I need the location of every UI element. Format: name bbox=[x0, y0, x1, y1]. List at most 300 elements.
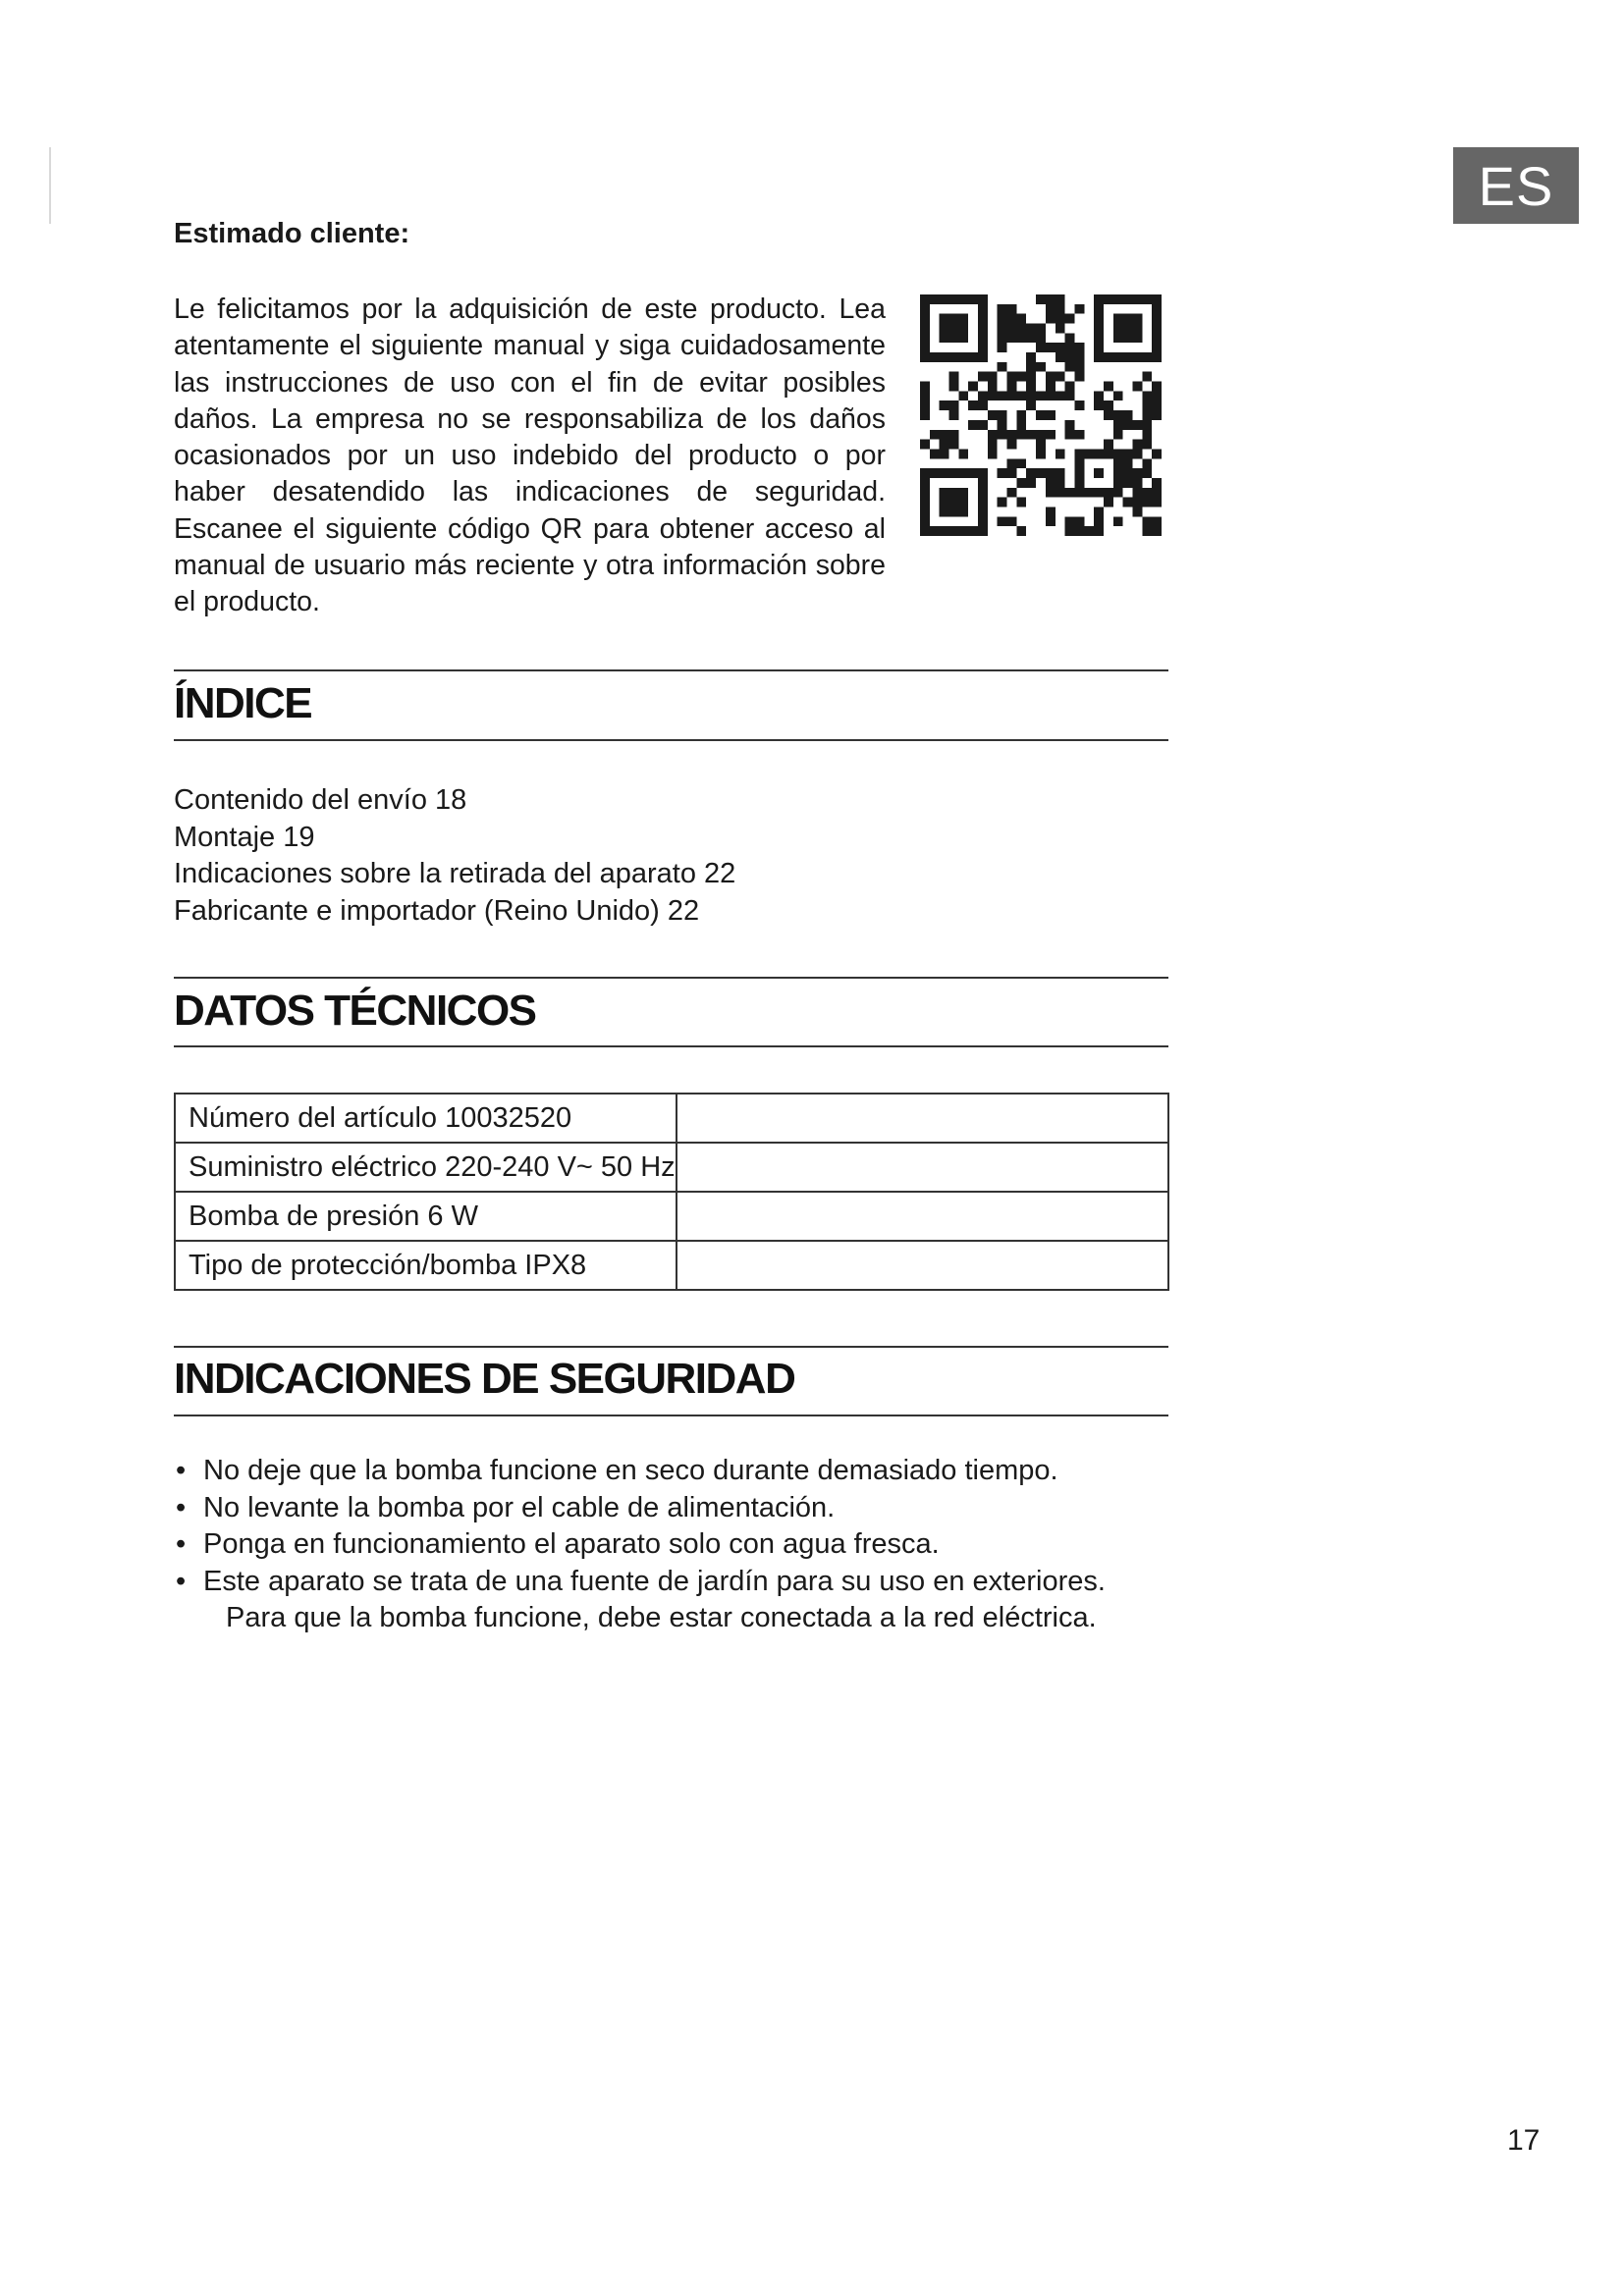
qr-module bbox=[1065, 516, 1075, 526]
qr-module bbox=[1113, 294, 1123, 304]
qr-module bbox=[949, 324, 959, 334]
qr-module bbox=[920, 516, 930, 526]
margin-line bbox=[49, 147, 51, 224]
qr-module bbox=[1016, 410, 1026, 420]
tech-title: DATOS TÉCNICOS bbox=[174, 987, 536, 1035]
qr-module bbox=[1094, 304, 1104, 314]
qr-module bbox=[958, 391, 968, 400]
index-item: Fabricante e importador (Reino Unido) 22 bbox=[174, 894, 700, 927]
list-item bbox=[174, 1564, 1106, 1637]
qr-module bbox=[1132, 294, 1142, 304]
qr-module bbox=[1152, 314, 1162, 324]
table-row bbox=[175, 1241, 1168, 1290]
qr-module bbox=[998, 430, 1007, 440]
qr-module bbox=[1065, 488, 1075, 498]
qr-module bbox=[920, 343, 930, 352]
qr-module bbox=[978, 468, 988, 478]
qr-module bbox=[949, 468, 959, 478]
qr-module bbox=[1113, 516, 1123, 526]
qr-module bbox=[978, 400, 988, 410]
qr-module bbox=[1046, 468, 1056, 478]
qr-module bbox=[998, 498, 1007, 507]
qr-module bbox=[1132, 498, 1142, 507]
qr-module bbox=[1074, 468, 1084, 478]
spec-empty-cell bbox=[677, 1094, 1168, 1143]
qr-module bbox=[1036, 294, 1046, 304]
qr-module bbox=[1007, 372, 1017, 382]
qr-module bbox=[940, 449, 949, 458]
qr-module bbox=[1113, 478, 1123, 488]
tech-specs-table bbox=[174, 1093, 1169, 1291]
section-rule bbox=[174, 1415, 1168, 1416]
qr-module bbox=[1152, 488, 1162, 498]
qr-module bbox=[1142, 458, 1152, 468]
qr-module bbox=[1007, 430, 1017, 440]
qr-module bbox=[949, 507, 959, 516]
qr-module bbox=[1065, 343, 1075, 352]
qr-module bbox=[1142, 410, 1152, 420]
qr-module bbox=[1007, 391, 1017, 400]
qr-module bbox=[949, 333, 959, 343]
qr-module bbox=[1007, 314, 1017, 324]
qr-module bbox=[1123, 352, 1133, 362]
qr-module bbox=[1056, 294, 1065, 304]
qr-module bbox=[998, 410, 1007, 420]
qr-module bbox=[1113, 314, 1123, 324]
qr-module bbox=[1016, 314, 1026, 324]
qr-module bbox=[1123, 498, 1133, 507]
qr-module bbox=[978, 478, 988, 488]
qr-module bbox=[1142, 430, 1152, 440]
qr-module bbox=[978, 516, 988, 526]
qr-module bbox=[998, 468, 1007, 478]
qr-module bbox=[930, 468, 940, 478]
qr-module bbox=[958, 324, 968, 334]
qr-module bbox=[1046, 294, 1056, 304]
qr-module bbox=[978, 498, 988, 507]
qr-module bbox=[978, 352, 988, 362]
qr-module bbox=[958, 449, 968, 458]
qr-module bbox=[1036, 430, 1046, 440]
safety-title: INDICACIONES DE SEGURIDAD bbox=[174, 1355, 795, 1403]
intro-paragraph: Le felicitamos por la adquisición de este producto. Lea atentamente el siguiente manual y siga cuidadosamente las instrucciones de uso con el fin de evitar posibles daños. La empresa no se responsabiliza de los daños ocasionados por un uso indebido del producto o por haber desatendido las indicaciones de seguridad. Escanee el siguiente código QR para obtener acceso al manual de usuario más reciente y otra información sobre el producto. bbox=[174, 294, 886, 618]
qr-module bbox=[1056, 391, 1065, 400]
qr-module bbox=[998, 362, 1007, 372]
qr-module bbox=[1094, 526, 1104, 536]
qr-module bbox=[1026, 468, 1036, 478]
table-row bbox=[175, 1143, 1168, 1192]
qr-module bbox=[920, 324, 930, 334]
qr-module bbox=[1065, 526, 1075, 536]
qr-module bbox=[958, 294, 968, 304]
qr-module bbox=[1123, 420, 1133, 430]
qr-module bbox=[1074, 430, 1084, 440]
qr-module bbox=[1056, 478, 1065, 488]
qr-module bbox=[1074, 400, 1084, 410]
qr-module bbox=[1074, 362, 1084, 372]
qr-module bbox=[998, 304, 1007, 314]
bullet-icon: • bbox=[176, 1491, 187, 1523]
qr-module bbox=[920, 526, 930, 536]
qr-module bbox=[978, 391, 988, 400]
qr-module bbox=[1142, 372, 1152, 382]
qr-module bbox=[920, 400, 930, 410]
qr-module bbox=[1065, 333, 1075, 343]
greeting: Estimado cliente: bbox=[174, 218, 410, 249]
qr-module bbox=[1026, 333, 1036, 343]
qr-module bbox=[998, 343, 1007, 352]
qr-module bbox=[1094, 324, 1104, 334]
qr-module bbox=[1016, 430, 1026, 440]
qr-module bbox=[940, 526, 949, 536]
qr-module bbox=[1074, 343, 1084, 352]
qr-module bbox=[1016, 372, 1026, 382]
qr-module bbox=[1036, 362, 1046, 372]
qr-module bbox=[949, 400, 959, 410]
qr-module bbox=[940, 498, 949, 507]
qr-module bbox=[1056, 449, 1065, 458]
page-number: 17 bbox=[1507, 2124, 1541, 2157]
qr-module bbox=[1016, 498, 1026, 507]
qr-module bbox=[1152, 391, 1162, 400]
qr-module bbox=[930, 352, 940, 362]
qr-module bbox=[1016, 526, 1026, 536]
qr-module bbox=[1056, 468, 1065, 478]
qr-module bbox=[998, 391, 1007, 400]
qr-module bbox=[1152, 400, 1162, 410]
qr-module bbox=[940, 314, 949, 324]
qr-module bbox=[1123, 468, 1133, 478]
qr-module bbox=[949, 430, 959, 440]
qr-module bbox=[1094, 391, 1104, 400]
qr-module bbox=[1142, 498, 1152, 507]
qr-module bbox=[1152, 410, 1162, 420]
qr-module bbox=[1094, 400, 1104, 410]
qr-module bbox=[1094, 488, 1104, 498]
qr-module bbox=[949, 410, 959, 420]
qr-module bbox=[1132, 352, 1142, 362]
qr-module bbox=[968, 352, 978, 362]
qr-module bbox=[968, 382, 978, 392]
qr-module bbox=[988, 410, 998, 420]
qr-module bbox=[1036, 333, 1046, 343]
qr-module bbox=[1046, 478, 1056, 488]
qr-module bbox=[1104, 294, 1113, 304]
qr-module bbox=[1007, 488, 1017, 498]
qr-module bbox=[940, 324, 949, 334]
qr-module bbox=[968, 468, 978, 478]
qr-module bbox=[1084, 526, 1094, 536]
qr-module bbox=[1036, 391, 1046, 400]
qr-module bbox=[1007, 468, 1017, 478]
qr-module bbox=[1104, 382, 1113, 392]
qr-module bbox=[958, 314, 968, 324]
bullet-icon: • bbox=[176, 1565, 187, 1597]
qr-module bbox=[1113, 468, 1123, 478]
qr-module bbox=[998, 314, 1007, 324]
qr-module bbox=[930, 449, 940, 458]
qr-module bbox=[968, 294, 978, 304]
safety-text: No deje que la bomba funcione en seco durante demasiado tiempo. bbox=[203, 1455, 1058, 1486]
qr-module bbox=[949, 352, 959, 362]
qr-module bbox=[1142, 488, 1152, 498]
qr-module bbox=[1046, 382, 1056, 392]
qr-module bbox=[949, 526, 959, 536]
qr-module bbox=[1056, 372, 1065, 382]
qr-module bbox=[940, 468, 949, 478]
bullet-icon: • bbox=[176, 1455, 187, 1486]
qr-module bbox=[1026, 352, 1036, 362]
qr-module bbox=[1152, 478, 1162, 488]
qr-module bbox=[1007, 458, 1017, 468]
qr-module bbox=[920, 304, 930, 314]
qr-module bbox=[978, 314, 988, 324]
qr-module bbox=[1113, 488, 1123, 498]
qr-module bbox=[988, 449, 998, 458]
qr-module bbox=[1152, 294, 1162, 304]
qr-module bbox=[1132, 478, 1142, 488]
qr-module bbox=[968, 400, 978, 410]
qr-module bbox=[930, 526, 940, 536]
qr-module bbox=[1152, 516, 1162, 526]
qr-module bbox=[1123, 410, 1133, 420]
spec-cell: Número del artículo 10032520 bbox=[175, 1094, 677, 1143]
qr-module bbox=[949, 372, 959, 382]
spec-cell: Bomba de presión 6 W bbox=[175, 1192, 677, 1241]
qr-module bbox=[998, 516, 1007, 526]
section-rule bbox=[174, 1346, 1168, 1348]
qr-module bbox=[920, 352, 930, 362]
qr-module bbox=[1084, 449, 1094, 458]
qr-module bbox=[1113, 430, 1123, 440]
index-item: Montaje 19 bbox=[174, 821, 315, 853]
qr-module bbox=[1132, 468, 1142, 478]
qr-module bbox=[1132, 449, 1142, 458]
qr-module bbox=[1036, 449, 1046, 458]
qr-module bbox=[920, 478, 930, 488]
qr-module bbox=[949, 294, 959, 304]
qr-module bbox=[949, 498, 959, 507]
qr-module bbox=[1152, 333, 1162, 343]
qr-module bbox=[940, 430, 949, 440]
qr-module bbox=[1036, 410, 1046, 420]
qr-module bbox=[920, 488, 930, 498]
qr-module bbox=[1007, 304, 1017, 314]
section-rule bbox=[174, 1045, 1168, 1047]
safety-text: No levante la bomba por el cable de alimentación. bbox=[203, 1491, 836, 1523]
qr-module bbox=[1026, 372, 1036, 382]
qr-module bbox=[1074, 478, 1084, 488]
list-item bbox=[174, 1526, 1106, 1564]
qr-module bbox=[1104, 449, 1113, 458]
qr-module bbox=[1007, 324, 1017, 334]
qr-module bbox=[940, 333, 949, 343]
qr-module bbox=[1113, 449, 1123, 458]
qr-module bbox=[1026, 391, 1036, 400]
qr-module bbox=[1132, 314, 1142, 324]
spec-cell: Tipo de protección/bomba IPX8 bbox=[175, 1241, 677, 1290]
qr-module bbox=[978, 420, 988, 430]
qr-module bbox=[1123, 333, 1133, 343]
qr-module bbox=[1074, 488, 1084, 498]
qr-module bbox=[958, 498, 968, 507]
spec-empty-cell bbox=[677, 1241, 1168, 1290]
qr-module bbox=[1094, 449, 1104, 458]
qr-module bbox=[1132, 440, 1142, 450]
qr-module bbox=[1016, 391, 1026, 400]
qr-module bbox=[1016, 333, 1026, 343]
qr-module bbox=[1046, 516, 1056, 526]
qr-module bbox=[940, 488, 949, 498]
qr-module bbox=[1113, 420, 1123, 430]
qr-module bbox=[978, 294, 988, 304]
qr-module bbox=[1113, 458, 1123, 468]
qr-module bbox=[1123, 314, 1133, 324]
qr-module bbox=[958, 526, 968, 536]
qr-module bbox=[1142, 468, 1152, 478]
section-rule bbox=[174, 669, 1168, 671]
qr-module bbox=[1094, 314, 1104, 324]
qr-module bbox=[978, 304, 988, 314]
qr-module bbox=[1094, 507, 1104, 516]
qr-module bbox=[1074, 352, 1084, 362]
qr-module bbox=[1065, 352, 1075, 362]
qr-module bbox=[1152, 343, 1162, 352]
qr-module bbox=[958, 468, 968, 478]
qr-module bbox=[1123, 478, 1133, 488]
qr-module bbox=[988, 440, 998, 450]
qr-module bbox=[1123, 324, 1133, 334]
qr-module bbox=[1056, 352, 1065, 362]
spec-cell: Suministro eléctrico 220-240 V~ 50 Hz bbox=[175, 1143, 677, 1192]
safety-text: Este aparato se trata de una fuente de jardín para su uso en exteriores. bbox=[203, 1565, 1106, 1597]
qr-module bbox=[1123, 458, 1133, 468]
spec-empty-cell bbox=[677, 1143, 1168, 1192]
qr-module bbox=[1142, 516, 1152, 526]
qr-module bbox=[1132, 507, 1142, 516]
qr-module bbox=[1016, 458, 1026, 468]
qr-module bbox=[1065, 391, 1075, 400]
qr-module bbox=[1152, 304, 1162, 314]
qr-module bbox=[1104, 352, 1113, 362]
spec-empty-cell bbox=[677, 1192, 1168, 1241]
qr-module bbox=[1016, 324, 1026, 334]
section-rule bbox=[174, 977, 1168, 979]
qr-module bbox=[1046, 488, 1056, 498]
qr-module bbox=[988, 391, 998, 400]
qr-module bbox=[1046, 507, 1056, 516]
qr-module bbox=[1152, 449, 1162, 458]
list-item bbox=[174, 1490, 1106, 1527]
table-row bbox=[175, 1094, 1168, 1143]
qr-module bbox=[1074, 526, 1084, 536]
qr-module bbox=[1056, 314, 1065, 324]
qr-module bbox=[988, 430, 998, 440]
qr-module bbox=[1113, 324, 1123, 334]
qr-module bbox=[1065, 314, 1075, 324]
qr-module bbox=[1132, 488, 1142, 498]
qr-module bbox=[1007, 516, 1017, 526]
qr-module bbox=[1007, 382, 1017, 392]
qr-module bbox=[1036, 468, 1046, 478]
qr-module bbox=[1132, 333, 1142, 343]
qr-module bbox=[1123, 294, 1133, 304]
qr-module bbox=[1046, 391, 1056, 400]
qr-module bbox=[920, 382, 930, 392]
qr-module bbox=[920, 507, 930, 516]
qr-module bbox=[958, 507, 968, 516]
qr-module bbox=[1104, 440, 1113, 450]
qr-module bbox=[988, 382, 998, 392]
qr-module bbox=[920, 294, 930, 304]
qr-module bbox=[998, 420, 1007, 430]
qr-module bbox=[1142, 420, 1152, 430]
qr-module bbox=[1074, 458, 1084, 468]
qr-module bbox=[1065, 362, 1075, 372]
qr-module bbox=[1046, 314, 1056, 324]
qr-module bbox=[920, 498, 930, 507]
qr-module bbox=[1152, 324, 1162, 334]
qr-module bbox=[1142, 400, 1152, 410]
index-title: ÍNDICE bbox=[174, 679, 312, 727]
qr-module bbox=[1074, 372, 1084, 382]
qr-module bbox=[1065, 420, 1075, 430]
qr-module bbox=[1142, 294, 1152, 304]
qr-module bbox=[949, 382, 959, 392]
qr-module bbox=[930, 430, 940, 440]
qr-module bbox=[1074, 449, 1084, 458]
language-tab: ES bbox=[1453, 147, 1579, 224]
qr-module bbox=[1007, 440, 1017, 450]
qr-module bbox=[1142, 352, 1152, 362]
qr-module bbox=[1113, 391, 1123, 400]
section-rule bbox=[174, 739, 1168, 741]
qr-module bbox=[1152, 498, 1162, 507]
qr-module bbox=[1104, 400, 1113, 410]
qr-module bbox=[978, 507, 988, 516]
qr-module bbox=[958, 488, 968, 498]
qr-module bbox=[1142, 526, 1152, 536]
qr-module bbox=[920, 391, 930, 400]
qr-module bbox=[1132, 420, 1142, 430]
qr-module bbox=[1065, 430, 1075, 440]
qr-module bbox=[1065, 382, 1075, 392]
qr-module bbox=[1084, 488, 1094, 498]
qr-module bbox=[1152, 526, 1162, 536]
qr-module bbox=[1094, 468, 1104, 478]
qr-module bbox=[968, 526, 978, 536]
qr-module bbox=[1094, 352, 1104, 362]
qr-module bbox=[920, 468, 930, 478]
safety-continuation: Para que la bomba funcione, debe estar conectada a la red eléctrica. bbox=[226, 1602, 1097, 1633]
qr-module bbox=[949, 440, 959, 450]
qr-module bbox=[988, 372, 998, 382]
qr-module bbox=[1026, 400, 1036, 410]
qr-module bbox=[1056, 324, 1065, 334]
qr-module bbox=[998, 333, 1007, 343]
qr-module bbox=[1056, 488, 1065, 498]
qr-module bbox=[1074, 516, 1084, 526]
qr-module bbox=[1113, 333, 1123, 343]
qr-module bbox=[1026, 324, 1036, 334]
qr-module bbox=[1152, 352, 1162, 362]
qr-module bbox=[978, 488, 988, 498]
qr-module bbox=[978, 526, 988, 536]
qr-module bbox=[1142, 440, 1152, 450]
qr-module bbox=[1113, 352, 1123, 362]
qr-module bbox=[1046, 372, 1056, 382]
qr-module bbox=[958, 333, 968, 343]
